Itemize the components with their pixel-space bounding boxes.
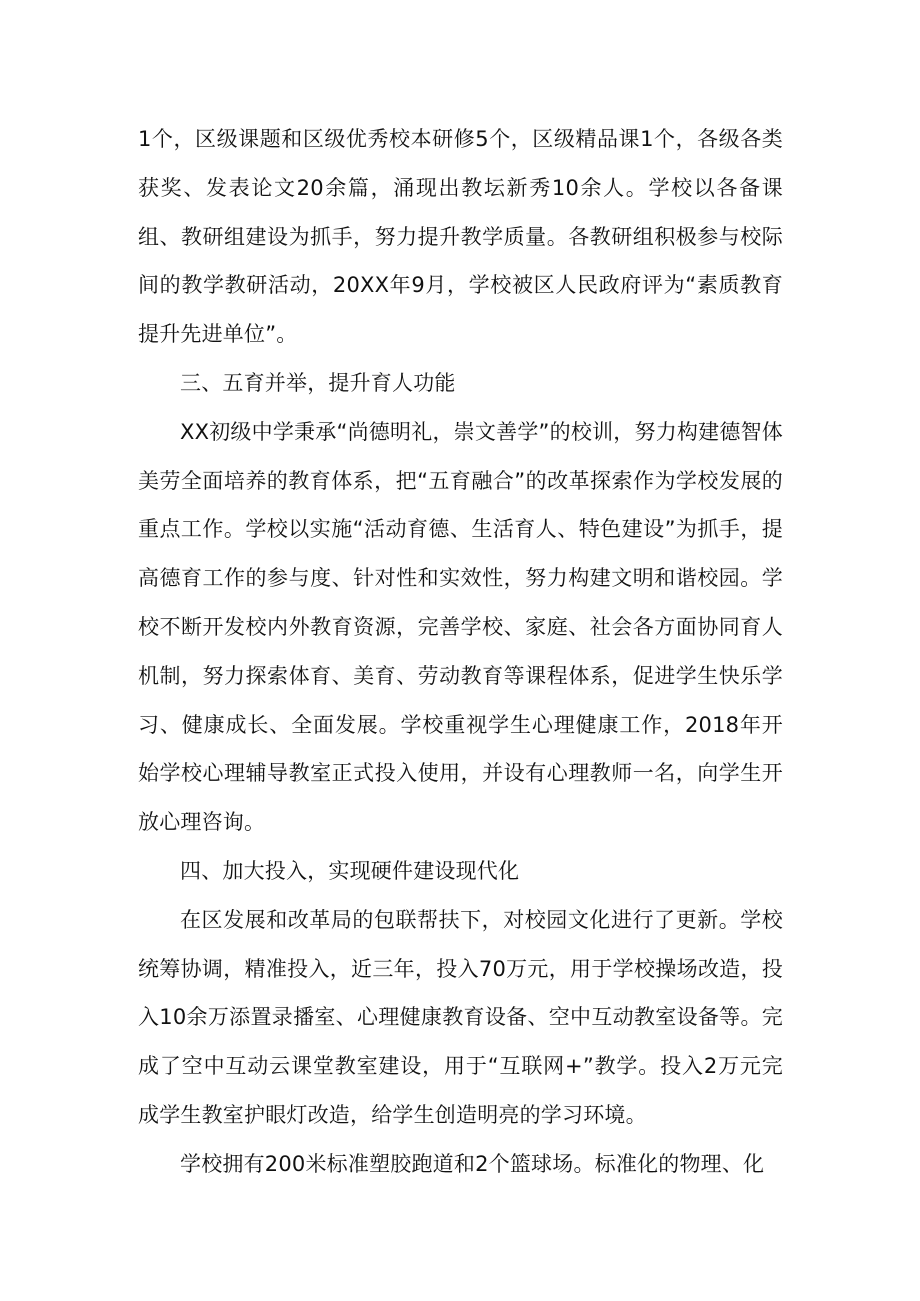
section-heading-hardware-investment: 四、加大投入，实现硬件建设现代化 bbox=[180, 858, 520, 883]
section-heading-five-education: 三、五育并举，提升育人功能 bbox=[180, 370, 456, 395]
paragraph-five-education: XX初级中学秉承“尚德明礼，崇文善学”的校训，努力构建德智体美劳全面培养的教育体系，把“五育融合”的改革探索作为学校发展的重点工作。学校以实施“活动育德、生活育人、特色建设”为抓手，提高德育工作的参与度、针对性和实效性，努力构建文明和谐校园。学校不断开发校内外教育资源，完善学校、家庭、社会各方面协同育人机制，努力探索体育、美育、劳动教育等课程体系，促进学生快乐学习、健康成长、全面发展。学校重视学生心理健康工作，2018年开始学校心理辅导教室正式投入使用，并设有心理教师一名，向学生开放心理咨询。 bbox=[138, 419, 783, 835]
paragraph-hardware-investment: 在区发展和改革局的包联帮扶下，对校园文化进行了更新。学校统筹协调，精准投入，近三年，投入70万元，用于学校操场改造，投入10余万添置录播室、心理健康教育设备、空中互动教室设备等。完成了空中互动云课堂教室建设，用于“互联网+”教学。投入2万元完成学生教室护眼灯改造，给学生创造明亮的学习环境。 bbox=[138, 907, 783, 1127]
paragraph-continuation: 1个，区级课题和区级优秀校本研修5个，区级精品课1个，各级各类获奖、发表论文20余篇，涌现出教坛新秀10余人。学校以各备课组、教研组建设为抓手，努力提升教学质量。各教研组积极参与校际间的教学教研活动，20XX年9月，学校被区人民政府评为“素质教育提升先进单位”。 bbox=[138, 127, 783, 347]
paragraph-facilities: 学校拥有200米标准塑胶跑道和2个篮球场。标准化的物理、化 bbox=[180, 1151, 765, 1176]
document-body bbox=[138, 115, 783, 1189]
